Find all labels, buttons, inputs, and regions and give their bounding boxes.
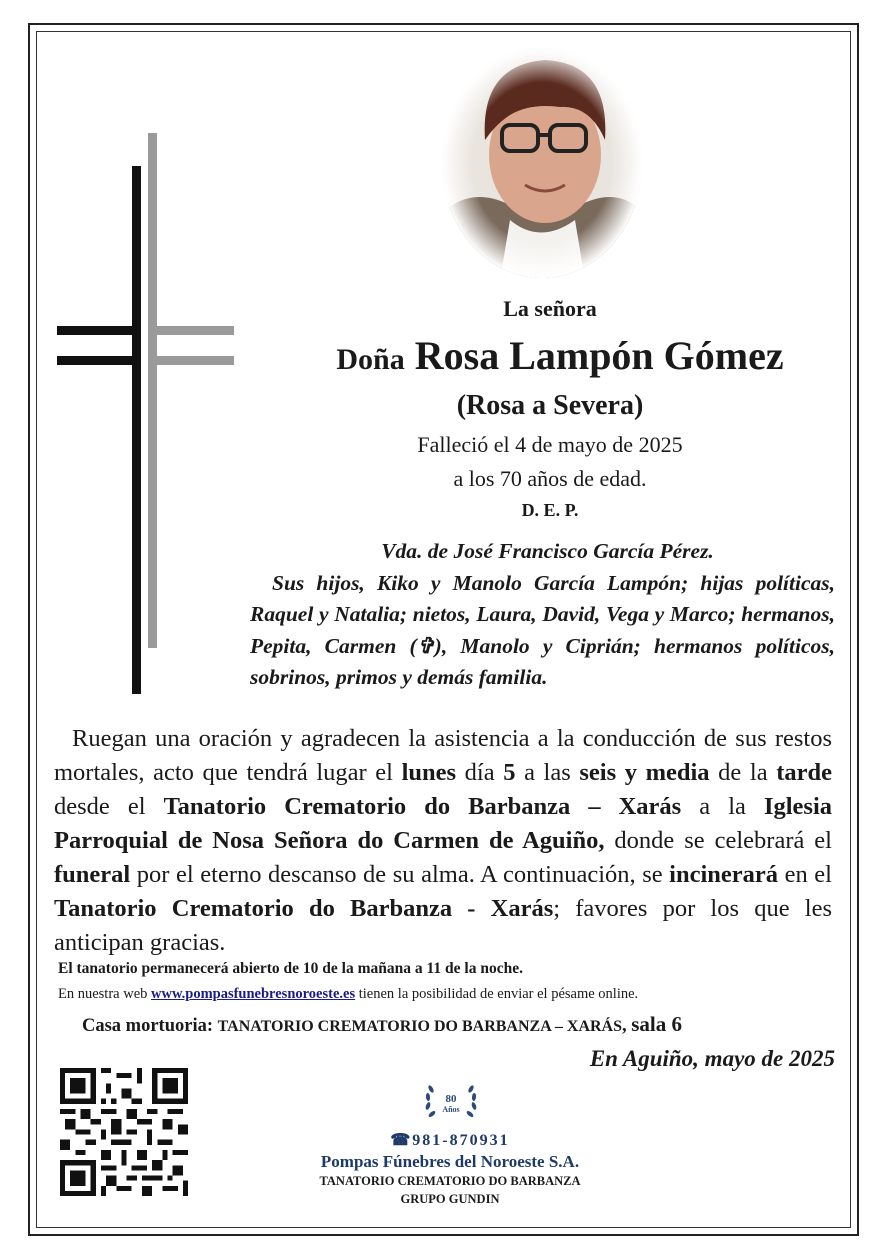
text-run: en el [778, 861, 832, 888]
phone-icon: ☎ [390, 1132, 413, 1149]
text-run: desde el [54, 793, 164, 820]
tanatorio-hours: El tanatorio permanecerá abierto de 10 de la mañana a 11 de la noche. [58, 960, 523, 977]
widow-line: Vda. de José Francisco García Pérez. [381, 539, 714, 563]
company-name: Pompas Fúnebres del Noroeste S.A. [320, 1152, 580, 1171]
family-list [250, 536, 835, 694]
web-text: En nuestra web [58, 986, 152, 1002]
qr-code[interactable] [60, 1068, 188, 1196]
group-name: GRUPO GUNDIN [400, 1192, 500, 1206]
family-members: Sus hijos, Kiko y Manolo García Lampón; hijas políticas, Raquel y Natalia; nietos, Laura, David, Vega y Marco; hermanos, Pepita, Carmen (✞), Manolo y Ciprián; hermanos políticos, sobrinos, primos y demás familia. [250, 570, 835, 689]
anniversary-logo [420, 1076, 482, 1128]
text-run: por el eterno descanso de su alma. A continuación, se [130, 861, 670, 888]
place-date: En Aguiño, mayo de 2025 [589, 1046, 835, 1071]
text-run: Ruegan una oración y agradecen la asistencia a la conducción de sus restos mortales, acto que tendrá lugar el [54, 725, 832, 786]
bold-run: Tanatorio Crematorio do Barbanza - Xarás [54, 895, 554, 922]
web-notice [58, 986, 638, 1003]
website-link[interactable]: www.pompasfunebresnoroeste.es [151, 986, 356, 1002]
tanatorio-name: TANATORIO CREMATORIO DO BARBANZA [319, 1174, 581, 1188]
ceremony-text [54, 722, 832, 960]
phone-text: 981-870931 [412, 1132, 510, 1149]
text-run: de la [709, 759, 777, 786]
intro-text: La señora [503, 296, 597, 321]
casa-room: sala 6 [631, 1012, 683, 1036]
bold-run: Tanatorio Crematorio do Barbanza – Xarás [163, 793, 682, 820]
name-main: Rosa Lampón Gómez [414, 333, 784, 378]
bold-run: seis y media [579, 759, 710, 786]
rip-text: D. E. P. [521, 500, 579, 520]
cross-icon [52, 128, 242, 698]
text-run: día [456, 759, 504, 786]
bold-run: tarde [776, 759, 832, 786]
bold-run: lunes [401, 759, 457, 786]
death-date: Falleció el 4 de mayo de 2025 [417, 432, 683, 457]
phone-number[interactable] [330, 1130, 570, 1150]
casa-place: TANATORIO CREMATORIO DO BARBANZA – XARÁS [217, 1018, 622, 1035]
text-run: a la [681, 793, 764, 820]
portrait-photo [440, 45, 645, 280]
name-prefix: Doña [336, 343, 405, 376]
deceased-name [260, 332, 860, 379]
logo-word: Años [442, 1105, 460, 1114]
bold-run: incinerará [669, 861, 779, 888]
bold-run: 5 [503, 759, 516, 786]
bold-run: Iglesia Parroquial de Nosa Señora do Carmen de Aguiño, [54, 793, 832, 854]
web-text: tienen la posibilidad de enviar el pésame online. [355, 986, 639, 1002]
nickname: (Rosa a Severa) [456, 390, 644, 421]
text-run: a las [515, 759, 580, 786]
age-text: a los 70 años de edad. [453, 466, 647, 491]
bold-run: funeral [54, 861, 131, 888]
text-run: donde se celebrará el [604, 827, 832, 854]
casa-label: Casa mortuoria: [82, 1016, 218, 1036]
casa-sep: , [622, 1016, 632, 1036]
logo-number: 80 [445, 1093, 457, 1105]
text-run: ; favores por los que les anticipan gracias. [54, 895, 832, 956]
funeral-home-line [82, 1012, 682, 1037]
